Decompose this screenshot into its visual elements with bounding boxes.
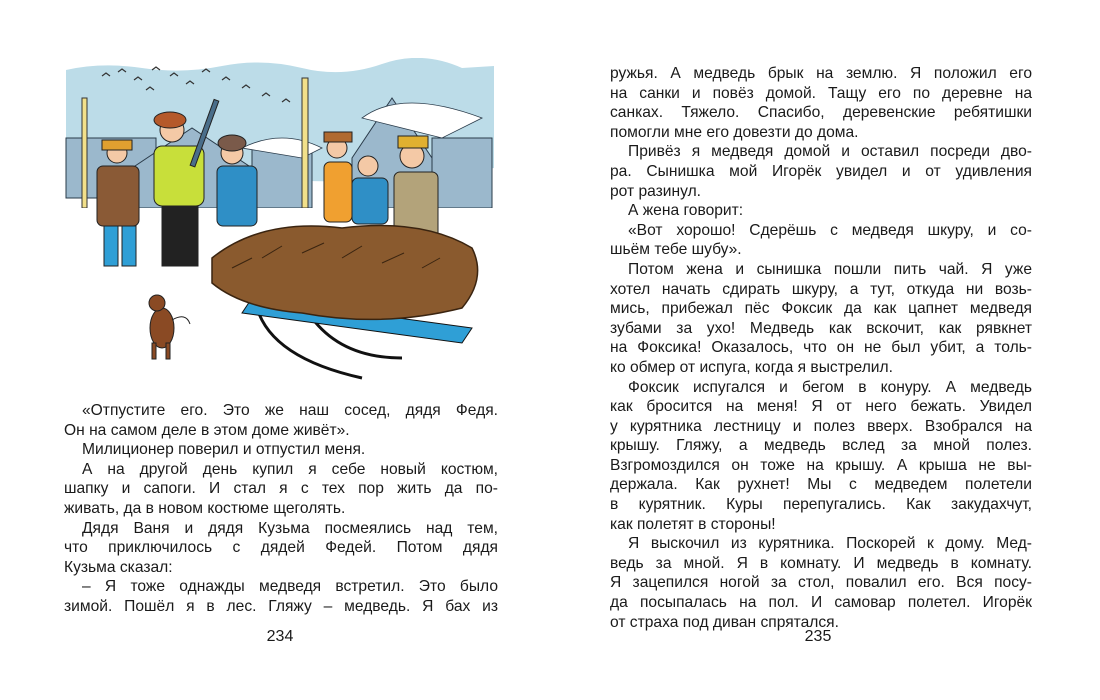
- paragraph: [64, 440, 498, 460]
- text-line: ра. Сынишка мой Игорёк увидел и от удивления: [610, 162, 1032, 180]
- text-line: Фоксик испугался и бегом в конуру. А медведь: [628, 378, 1032, 396]
- text-line: хотел начать сдирать шкуру, а тут, откуда ни возь-: [610, 280, 1032, 298]
- text-line: на Фоксика! Оказалось, что он не был убит, а толь-: [610, 339, 1032, 357]
- text-line: ко обмер от испуга, когда я выстрелил.: [610, 358, 893, 376]
- text-line: зубами за ухо! Медведь как вскочит, как рявкнет: [610, 319, 1032, 337]
- paragraph: [610, 260, 1032, 378]
- text-line: зимой. Пошёл я в лес. Гляжу – медведь. Я бах из: [64, 597, 498, 615]
- text-line: Дядя Ваня и дядя Кузьма посмеялись над тем,: [82, 519, 498, 537]
- text-line: санках. Тяжело. Спасибо, деревенские ребятишки: [610, 104, 1032, 122]
- text-line: от страха под диван спрятался.: [610, 613, 839, 631]
- text-line: Взгромоздился он тоже на крышу. А крыша не вы-: [610, 456, 1032, 474]
- text-line: Я зацепился ногой за стол, повалил его. Вся посу-: [610, 574, 1032, 592]
- paragraph: [610, 534, 1032, 632]
- text-line: ружья. А медведь брык на землю. Я положил его: [610, 65, 1032, 82]
- left-page-text: [64, 401, 498, 617]
- paragraph: [610, 142, 1032, 201]
- paragraph: [64, 460, 498, 519]
- text-line: Потом жена и сынишка пошли пить чай. Я уже: [628, 260, 1032, 278]
- text-line: что приключилось с дядей Федей. Потом дядя: [64, 539, 498, 557]
- text-line: как полетят в стороны!: [610, 515, 776, 533]
- text-line: на санки и повёз домой. Тащу его по деревне на: [610, 84, 1032, 102]
- text-line: А жена говорит:: [628, 202, 744, 220]
- paragraph: [64, 577, 498, 616]
- text-line: шьём тебе шубу».: [610, 241, 742, 259]
- text-line: Он на самом деле в этом доме живёт».: [64, 421, 350, 439]
- text-line: «Вот хорошо! Сдерёшь с медведя шкуру, и со-: [628, 221, 1032, 239]
- paragraph: [610, 201, 1032, 221]
- text-line: «Отпустите его. Это же наш сосед, дядя Федя.: [82, 402, 498, 419]
- text-line: Кузьма сказал:: [64, 558, 173, 576]
- text-line: Милиционер поверил и отпустил меня.: [82, 441, 366, 459]
- text-line: у курятника лестницу и полез вверх. Взобрался на: [610, 417, 1032, 435]
- text-line: живать, да в новом костюме щеголять.: [64, 499, 346, 517]
- text-line: держала. Как рухнет! Мы с медведем полетели: [610, 476, 1032, 494]
- paragraph: [64, 401, 498, 440]
- text-line: помогли мне его довезти до дома.: [610, 123, 859, 141]
- bear-sled-illustration: [62, 58, 498, 388]
- text-line: – Я тоже однажды медведя встретил. Это было: [82, 578, 498, 596]
- paragraph: [64, 519, 498, 578]
- right-page: [550, 0, 1100, 700]
- text-line: ведь за мной. Я в комнату. И медведь в комнату.: [610, 554, 1032, 572]
- text-line: в курятник. Куры перепугались. Как закудахчут,: [610, 496, 1032, 514]
- right-page-text: [610, 64, 1032, 632]
- text-line: да посыпалась на пол. И самовар полетел. Игорёк: [610, 594, 1032, 612]
- text-line: А на другой день купил я себе новый костюм,: [82, 460, 498, 478]
- page-number: 235: [804, 628, 832, 645]
- text-line: как бросится на меня! Я от него бежать. Увидел: [610, 398, 1032, 416]
- text-line: мись, прибежал пёс Фоксик да как цапнет медведя: [610, 300, 1032, 318]
- text-line: Привёз я медведя домой и оставил посреди дво-: [628, 143, 1032, 161]
- text-line: шапку и сапоги. И стал я с тех пор жить да по-: [64, 480, 498, 498]
- page-number: 234: [266, 628, 294, 645]
- text-line: крышу. Гляжу, а медведь вслед за мной полез.: [610, 437, 1032, 455]
- paragraph: [610, 221, 1032, 260]
- text-line: рот разинул.: [610, 182, 702, 200]
- paragraph: [610, 378, 1032, 535]
- text-line: Я выскочил из курятника. Поскорей к дому. Мед-: [628, 535, 1032, 553]
- paragraph: [610, 64, 1032, 142]
